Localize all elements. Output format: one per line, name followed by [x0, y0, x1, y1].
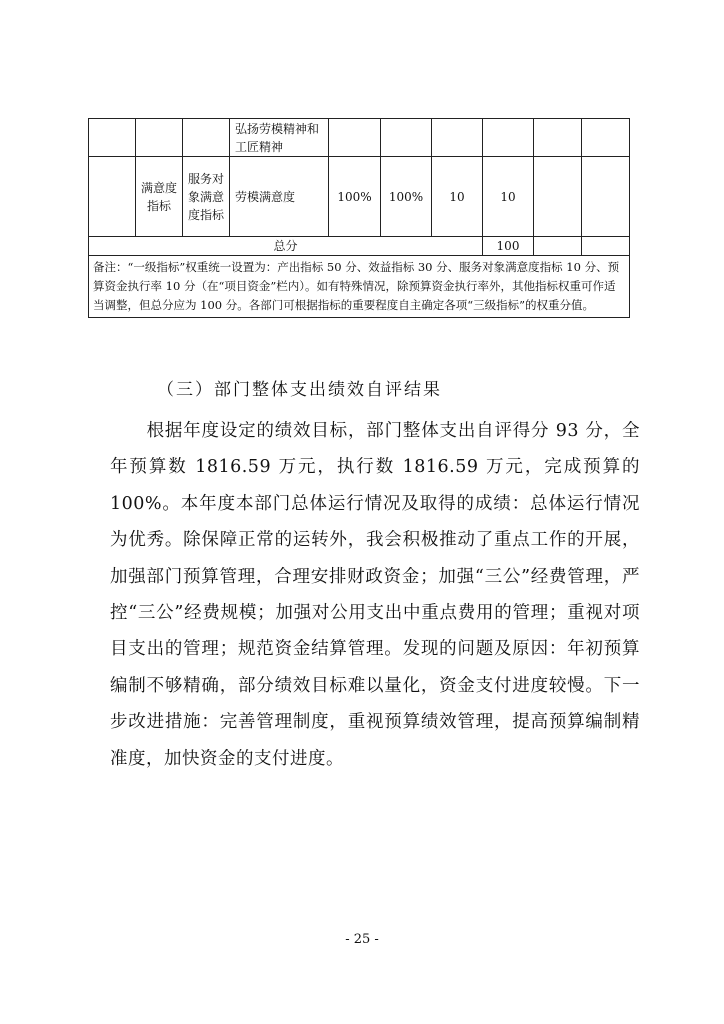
level2-cell: 服务对象满意度指标 — [183, 157, 230, 237]
table-row — [89, 119, 630, 157]
section-paragraph: 根据年度设定的绩效目标，部门整体支出自评得分 93 分，全年预算数 1816.59 万元，执行数 1816.59 万元，完成预算的 100%。本年度本部门总体运行情况及取得的成绩：总体运行情况为优秀。除保障正常的运转外，我会积极推动了重点工作的开展，加强部门预算管理，合理安排财政资金；加强“三公”经费管理，严控“三公”经费规模；加强对公用支出中重点费用的管理；重视对项目支出的管理；规范资金结算管理。发现的问题及原因：年初预算编制不够精确，部分绩效目标难以量化，资金支付进度较慢。下一步改进措施：完善管理制度，重视预算绩效管理，提高预算编制精准度，加快资金的支付进度。 — [110, 421, 640, 769]
target-cell: 100% — [329, 157, 381, 237]
total-value: 100 — [483, 237, 534, 256]
performance-table — [88, 118, 630, 318]
page-number: - 25 - — [345, 932, 379, 947]
actual-cell: 100% — [381, 157, 432, 237]
section-heading: （三）部门整体支出绩效自评结果 — [157, 380, 442, 400]
note-row — [89, 256, 630, 318]
indicator-cell: 劳模满意度 — [230, 157, 329, 237]
indicator-cell: 弘扬劳模精神和工匠精神 — [230, 119, 329, 157]
total-row — [89, 237, 630, 256]
score-cell: 10 — [483, 157, 534, 237]
total-label: 总分 — [89, 237, 483, 256]
weight-cell: 10 — [432, 157, 483, 237]
table-note: 备注：“一级指标”权重统一设置为：产出指标 50 分、效益指标 30 分、服务对象满意度指标 10 分、预算资金执行率 10 分（在“项目资金”栏内）。如有特殊情况，除预算资金执行率外，其他指标权重可作适当调整，但总分应为 100 分。各部门可根据指标的重要程度自主确定各项“三级指标”的权重分值。 — [89, 256, 630, 318]
level1-cell: 满意度指标 — [136, 157, 183, 237]
table-row — [89, 157, 630, 237]
